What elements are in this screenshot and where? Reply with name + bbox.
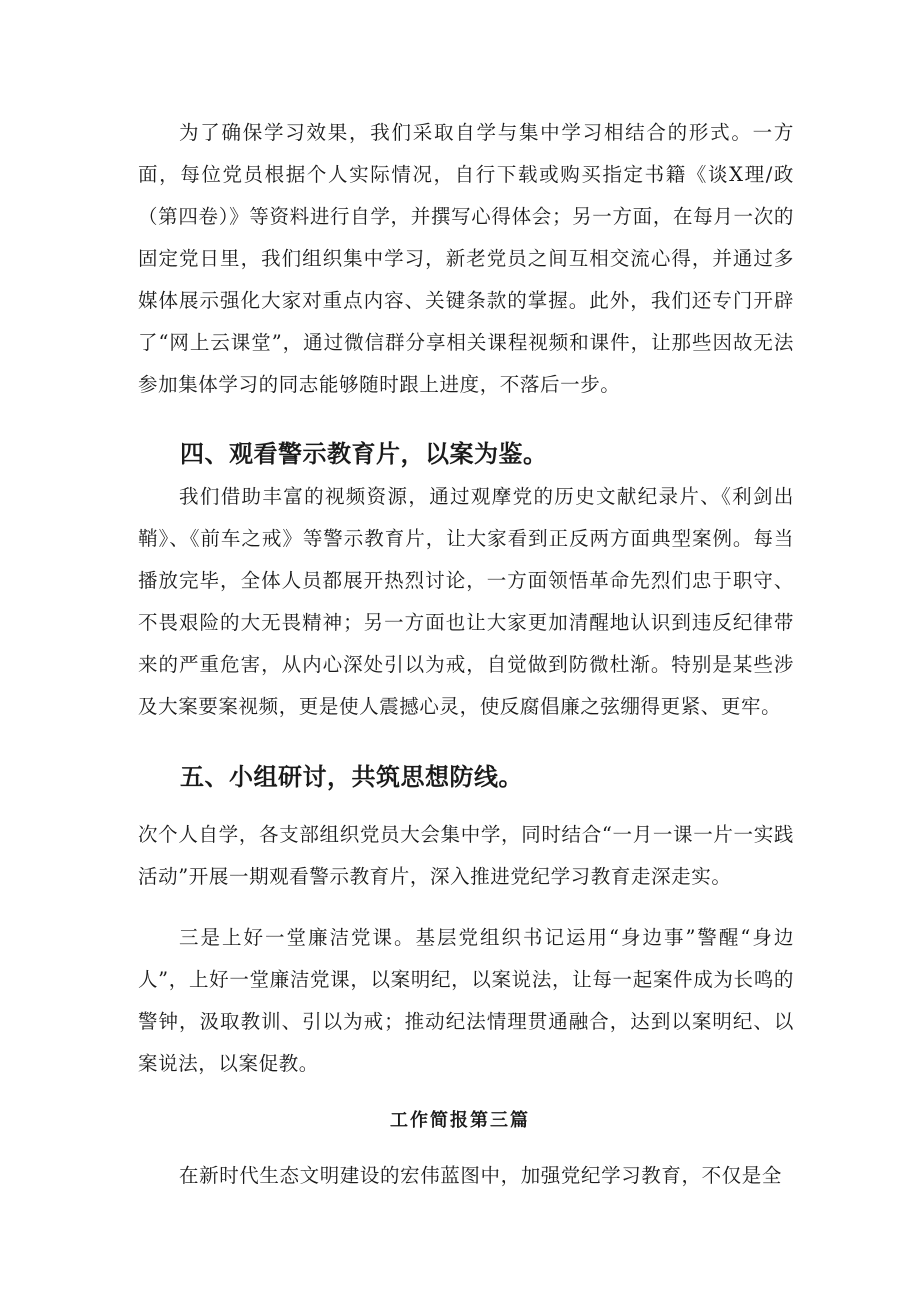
section-heading-four: 四、观看警示教育片，以案为鉴。 (180, 440, 548, 468)
paragraph-integrity-lesson: 三是上好一堂廉洁党课。基层党组织书记运用“身边事”警醒“身边人”，上好一堂廉洁党课，以案明纪，以案说法，让每一起案件成为长鸣的警钟，汲取教训、引以为戒；推动纪法情理贯通融合，达到以案明纪、以案说法，以案促教。 (138, 926, 794, 1075)
paragraph-study-method: 为了确保学习效果，我们采取自学与集中学习相结合的形式。一方面，每位党员根据个人实际情况，自行下载或购买指定书籍《谈X理/政（第四卷）》等资料进行自学，并撰写心得体会；另一方面，在每月一次的固定党日里，我们组织集中学习，新老党员之间互相交流心得，并通过多媒体展示强化大家对重点内容、关键条款的掌握。此外，我们还专门开辟了“网上云课堂”，通过微信群分享相关课程视频和课件，让那些因故无法参加集体学习的同志能够随时跟上进度，不落后一步。 (138, 121, 794, 396)
section-title: 工作简报第三篇 (390, 1110, 530, 1131)
paragraph-group-study: 次个人自学，各支部组织党员大会集中学，同时结合“一月一课一片一实践活动”开展一期观看警示教育片，深入推进党纪学习教育走深走实。 (138, 823, 794, 888)
paragraph-ecology: 在新时代生态文明建设的宏伟蓝图中，加强党纪学习教育，不仅是全 (179, 1164, 783, 1187)
section-heading-five: 五、小组研讨，共筑思想防线。 (180, 763, 523, 791)
paragraph-warning-films: 我们借助丰富的视频资源，通过观摩党的历史文献纪录片、《利剑出鞘》、《前车之戒》等警示教育片，让大家看到正反两方面典型案例。每当播放完毕，全体人员都展开热烈讨论，一方面领悟革命先烈们忠于职守、不畏艰险的大无畏精神；另一方面也让大家更加清醒地认识到违反纪律带来的严重危害，从内心深处引以为戒，自觉做到防微杜渐。特别是某些涉及大案要案视频，更是使人震撼心灵，使反腐倡廉之弦绷得更紧、更牢。 (138, 485, 794, 718)
